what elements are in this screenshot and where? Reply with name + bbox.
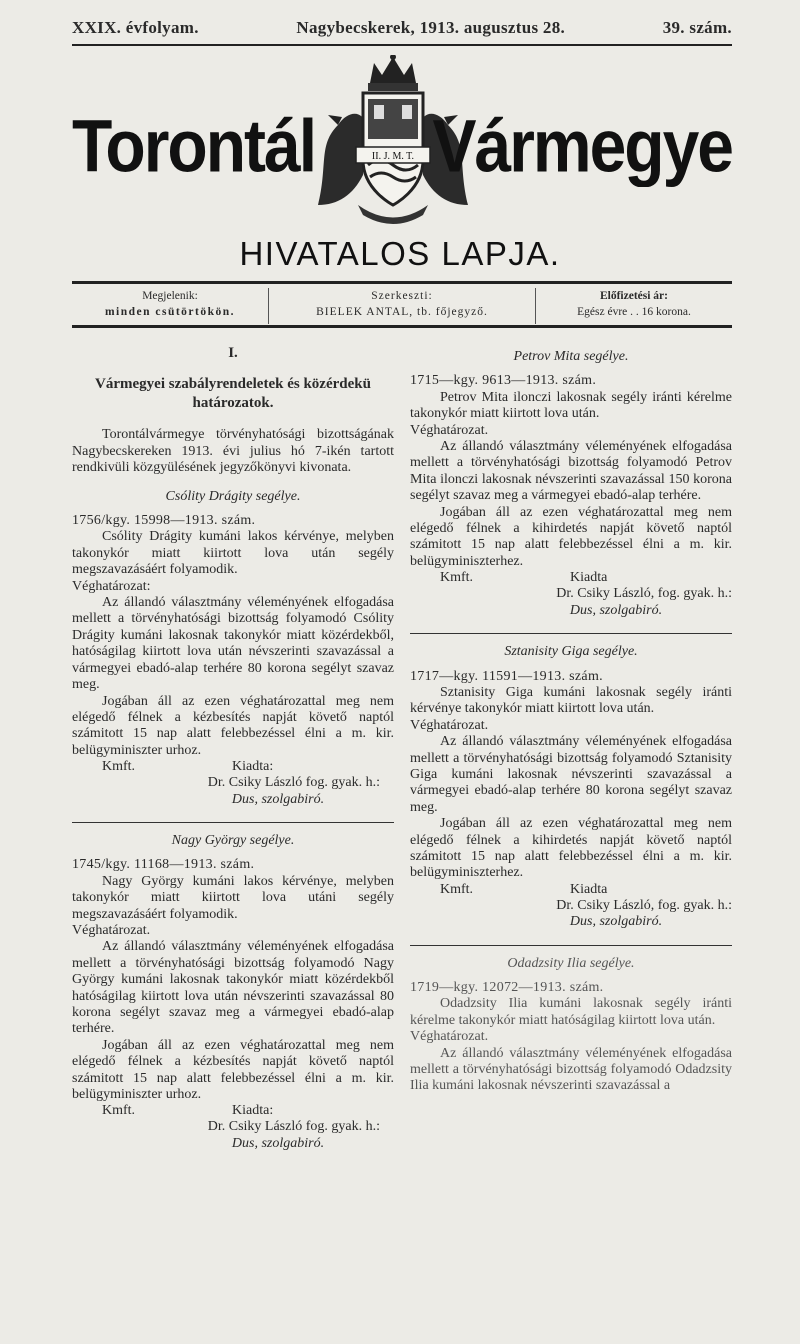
left-column <box>72 345 394 1152</box>
info-rule-top <box>72 281 732 284</box>
kiadta-label: Kiadta <box>570 570 608 586</box>
issue-header <box>72 18 732 38</box>
article-body: Sztanisity Giga kumáni lakosnak segély iránti kérvénye takonykór miatt kiirtott lova után. <box>410 684 732 717</box>
kmft-label: Kmft. <box>440 570 474 586</box>
appears-label: Megjelenik: <box>142 290 198 302</box>
decision-text: Az állandó választmány véleményének elfogadása mellett a törvényhatósági bizottság folyamodó Csólity Drágity kumáni lakosnak takonykór miatt közérdekből, hatóságilag kiirtott lova után névszerinti szavazással a vármegyei ebadó-alap terhére 80 korona segélyt szavaz meg. <box>72 595 394 693</box>
header-rule <box>72 44 732 46</box>
appeal-text: Jogában áll az ezen véghatározattal meg nem elégedő félnek a kézbesítés napját követő naptól számitott 15 nap alatt felebbezéssel élni a m. kir. belügyminiszter urhoz. <box>72 693 394 758</box>
info-rule-bottom <box>72 325 732 328</box>
article-title: Sztanisity Giga segélye. <box>504 644 638 660</box>
appears-value: minden csütörtökön. <box>104 306 236 318</box>
signature-title: Dus, szolgabiró. <box>231 791 325 807</box>
signature-name: Dr. Csiky László fog. gyak. h.: <box>207 1119 380 1135</box>
appeal-text: Jogában áll az ezen véghatározattal meg nem elégedő félnek a kihirdetés napját követő naptól számitott 15 nap alatt felebbezéssel élni a m. kir. belügyminiszterhez. <box>410 816 732 881</box>
decision-heading: Véghatározat. <box>410 717 489 733</box>
article-number: 1719—kgy. 12072—1913. szám. <box>410 980 604 995</box>
crest-label: II. J. M. T. <box>371 151 415 162</box>
intro-paragraph: Torontálvármegye törvényhatósági bizottságának Nagybecskereken 1913. évi julius hó 7-ikén tartott rendkivüli közgyülésének jegyzőkönyvi kivonata. <box>72 427 394 476</box>
signature-row <box>72 1103 394 1119</box>
subscription-value: Egész évre . . 16 korona. <box>577 306 691 318</box>
kiadta-label: Kiadta: <box>232 1103 274 1119</box>
signature-title: Dus, szolgabiró. <box>231 1135 325 1151</box>
title-left: Torontál <box>72 104 316 187</box>
decision-heading: Véghatározat. <box>72 922 151 938</box>
decision-text: Az állandó választmány véleményének elfogadása mellett a törvényhatósági bizottság folyamodó Odadzsity Ilia kumáni lakosnak névszerinti szavazással a <box>410 1045 732 1094</box>
title-right: Vármegye <box>432 104 732 187</box>
article-body: Odadzsity Ilia kumáni lakosnak segély iránti kérelme takonykór miatt hatóságilag kiirtott lova után. <box>410 996 732 1028</box>
article-title: Odadzsity Ilia segélye. <box>507 955 635 971</box>
signature-name: Dr. Csiky László fog. gyak. h.: <box>207 775 380 791</box>
article-number: 1756/kgy. 15998—1913. szám. <box>72 513 256 529</box>
editor-value: BIELEK ANTAL, tb. főjegyző. <box>316 306 488 318</box>
article-divider <box>410 945 732 946</box>
kiadta-label: Kiadta: <box>232 759 274 775</box>
article-number: 1715—kgy. 9613—1913. szám. <box>410 373 597 389</box>
article-number: 1717—kgy. 11591—1913. szám. <box>410 668 603 684</box>
subtitle: HIVATALOS LAPJA. <box>239 235 561 272</box>
decision-text: Az állandó választmány véleményének elfogadása mellett a törvényhatósági bizottság folyamodó Nagy György kumáni lakosnak takonykór miatt közérdekből hatóságilag kiirtott lova után névszerinti szavazással 80 korona segélyt szavaz meg a vármegyei ebadó-alap terhére. <box>72 939 394 1037</box>
decision-text: Az állandó választmány véleményének elfogadása mellett a törvényhatósági bizottság folyamodó Petrov Mita ilonczi lakosnak névszerinti szavazással 150 korona segélyt szavaz meg a vármegyei ebadó-alap terhére. <box>410 439 732 504</box>
article-number: 1745/kgy. 11168—1913. szám. <box>72 857 255 873</box>
article-title: Nagy György segélye. <box>171 832 295 848</box>
article-divider <box>72 822 394 823</box>
info-appears <box>72 288 269 324</box>
kiadta-label: Kiadta <box>570 881 608 897</box>
article-title: Petrov Mita segélye. <box>513 349 629 364</box>
kmft-label: Kmft. <box>102 1103 136 1119</box>
kmft-label: Kmft. <box>440 881 474 897</box>
editor-label: Szerkeszti: <box>371 290 433 302</box>
right-column <box>410 345 732 1095</box>
subscription-label: Előfizetési ár: <box>599 290 668 302</box>
decision-text: Az állandó választmány véleményének elfogadása mellett a törvényhatósági bizottság folyamodó Sztanisity Giga kumáni lakosnak névszerinti szavazással a vármegyei ebadó-alap terhére 80 korona segélyt szavaz meg. <box>410 734 732 815</box>
signature-name: Dr. Csiky László, fog. gyak. h.: <box>556 586 732 602</box>
masthead <box>72 55 732 235</box>
decision-heading: Véghatározat. <box>410 1029 489 1045</box>
signature-title: Dus, szolgabiró. <box>569 914 663 930</box>
signature-row <box>410 882 732 898</box>
article-body: Petrov Mita ilonczi lakosnak segély iránti kérelme takonykór miatt kiirtott lova után. <box>410 389 732 422</box>
article-title: Csólity Drágity segélye. <box>165 488 301 504</box>
article-body: Csólity Drágity kumáni lakos kérvénye, melyben takonykór miatt kiirtott lova után segély megszavazásáért folyamodik. <box>72 529 394 578</box>
signature-title: Dus, szolgabiró. <box>569 602 663 618</box>
decision-heading: Véghatározat: <box>72 578 151 594</box>
article-body: Nagy György kumáni lakos kérvénye, melyben takonykór miatt kiirtott lova utáni segély megszavazásáért folyamodik. <box>72 873 394 922</box>
section-number: I. <box>228 345 238 361</box>
signature-row <box>410 570 732 586</box>
kmft-label: Kmft. <box>102 759 136 775</box>
decision-heading: Véghatározat. <box>410 422 489 438</box>
appeal-text: Jogában áll az ezen véghatározattal meg nem elégedő félnek a kihirdetés napját követő naptól számitott 15 nap alatt felebbezéssel élni a m. kir. belügyminiszterhez. <box>410 504 732 569</box>
volume-label: XXIX. évfolyam. <box>72 18 199 37</box>
place-date: Nagybecskerek, 1913. augusztus 28. <box>296 18 566 37</box>
issue-number: 39. szám. <box>662 18 732 37</box>
section-heading: Vármegyei szabályrendeletek és közérdekü határozatok. <box>95 376 371 412</box>
appeal-text: Jogában áll az ezen véghatározattal meg nem elégedő félnek a kézbesítés napját követő naptól számitott 15 nap alatt felebbezéssel élni a m. kir. belügyminiszter urhoz. <box>72 1037 394 1103</box>
info-subscription <box>536 288 732 324</box>
signature-name: Dr. Csiky László, fog. gyak. h.: <box>556 897 732 913</box>
article-divider <box>410 633 732 634</box>
info-editor <box>269 288 536 324</box>
signature-row <box>72 759 394 775</box>
info-bar <box>72 288 732 324</box>
